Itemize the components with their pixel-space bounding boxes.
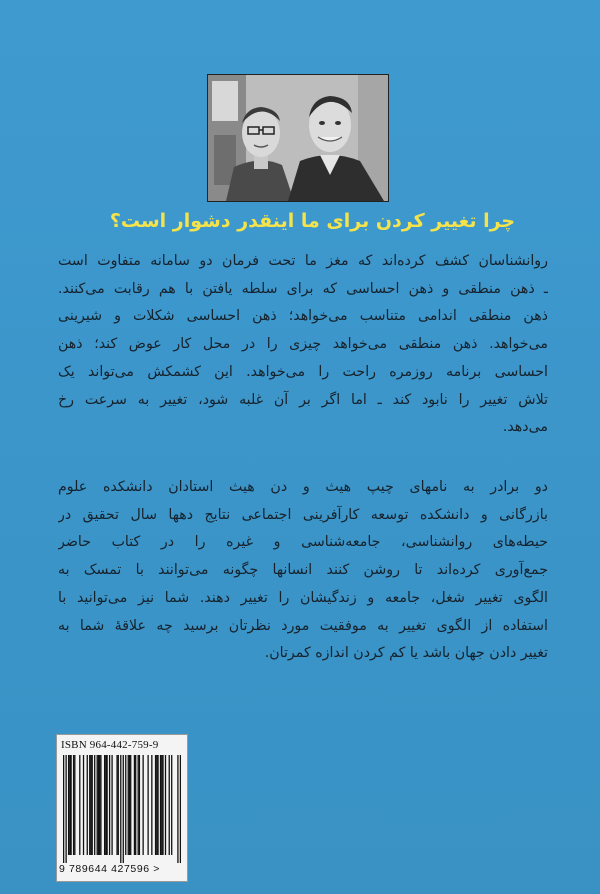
barcode-bar — [142, 755, 143, 855]
barcode-bar — [83, 755, 84, 855]
barcode-bar — [157, 755, 158, 855]
barcode-bar — [156, 755, 157, 855]
barcode-bar — [94, 755, 95, 855]
barcode-bar — [180, 755, 181, 863]
description-paragraph-1 — [58, 248, 548, 442]
barcode-bar — [92, 755, 93, 855]
barcode-bar — [147, 755, 148, 855]
barcode-bar — [100, 755, 101, 855]
barcode-bar — [104, 755, 105, 855]
paragraph-line: جمع‌آوری کرده‌اند تا روشن کنند انسانها چگونه می‌توانند با تمسک به — [58, 562, 548, 579]
barcode-label — [56, 734, 188, 882]
barcode-bar — [155, 755, 156, 855]
barcode-bar — [73, 755, 74, 855]
barcode-bar — [161, 755, 162, 855]
barcode-bar — [116, 755, 117, 855]
barcode-bar — [138, 755, 139, 855]
barcode-bar — [135, 755, 136, 855]
barcode-bar — [120, 755, 121, 863]
paragraph-line: الگوی تغییر شغل، جامعه و زندگیشان را تغییر دهند. شما نیز می‌توانید با — [58, 589, 548, 606]
ean-digits: 9 789644 427596 > — [59, 863, 160, 875]
barcode-bar — [125, 755, 126, 855]
paragraph-line: حیطه‌های روانشناسی، جامعه‌شناسی و غیره را در کتاب حاضر — [58, 534, 548, 551]
barcode-bar — [129, 755, 130, 855]
paragraph-line: دو برادر به نامهای چیپ هیث و دن هیث استادان دانشکده علوم — [58, 479, 548, 495]
barcode-bar — [89, 755, 90, 855]
barcode-bars — [63, 755, 181, 863]
paragraph-line: ـ ذهن منطقی و ذهن احساسی که برای سلطه یافتن با هم رقابت می‌کنند. — [58, 280, 548, 297]
authors-photo — [207, 74, 389, 202]
barcode-bar — [87, 755, 88, 855]
barcode-bar — [118, 755, 119, 855]
paragraph-line: احساسی برنامه روزمره راحت را می‌خواهد. این کشمکش می‌تواند یک — [58, 363, 548, 380]
barcode-bar — [68, 755, 69, 855]
paragraph-line: تلاش تغییر را نابود کند ـ اما اگر بر آن غلبه شود، تغییر به سرعت رخ — [58, 391, 548, 408]
paragraph-line: استفاده از الگوی تغییر به موفقیت مورد نظرتان برسید چه علاقهٔ شما به — [58, 617, 548, 634]
barcode-bar — [162, 755, 163, 855]
paragraph-line: می‌خواهد. ذهن منطقی می‌خواهد چیزی را در محل کار عوض کند؛ ذهن — [58, 336, 548, 353]
barcode-bar — [128, 755, 129, 855]
paragraph-line: روانشناسان کشف کرده‌اند که مغز ما تحت فرمان دو سامانه متفاوت است — [58, 253, 548, 269]
barcode-bar — [111, 755, 112, 855]
barcode-bar — [97, 755, 98, 855]
paragraph-line: بازرگانی و دانشکده توسعه کارآفرینی اجتماعی نتایج دهها سال تحقیق در — [58, 506, 548, 523]
barcode-bar — [99, 755, 100, 855]
barcode-bar — [65, 755, 66, 863]
headline: چرا تغییر کردن برای ما اینقدر دشوار است؟ — [109, 210, 516, 232]
paragraph-line: تغییر دادن جهان باشد یا کم کردن اندازه کمرتان. — [264, 645, 548, 662]
barcode-bar — [70, 755, 71, 855]
barcode-bar — [106, 755, 107, 855]
paragraph-line: می‌دهد. — [502, 419, 548, 436]
authors-photo-image — [208, 75, 388, 201]
barcode-bar — [98, 755, 99, 855]
barcode-bar — [171, 755, 172, 855]
barcode-bar — [90, 755, 91, 855]
barcode-bar — [134, 755, 135, 855]
barcode-bar — [130, 755, 131, 855]
barcode-bar — [160, 755, 161, 855]
barcode-bar — [74, 755, 75, 855]
isbn-number: ISBN 964-442-759-9 — [61, 739, 159, 751]
paragraph-line: ذهن منطقی اندامی متناسب می‌خواهد؛ ذهن احساسی شکلات و شیرینی — [58, 308, 548, 325]
barcode-bar — [69, 755, 70, 855]
barcode-bar — [123, 755, 124, 863]
barcode-bar — [105, 755, 106, 855]
barcode-bar — [79, 755, 80, 855]
barcode-bar — [169, 755, 170, 855]
barcode-bar — [63, 755, 64, 863]
barcode-bar — [151, 755, 152, 855]
description-paragraph-2 — [58, 474, 548, 668]
barcode-bar — [165, 755, 166, 855]
barcode-bar — [139, 755, 140, 855]
barcode-bar — [177, 755, 178, 863]
barcode-bar — [109, 755, 110, 855]
